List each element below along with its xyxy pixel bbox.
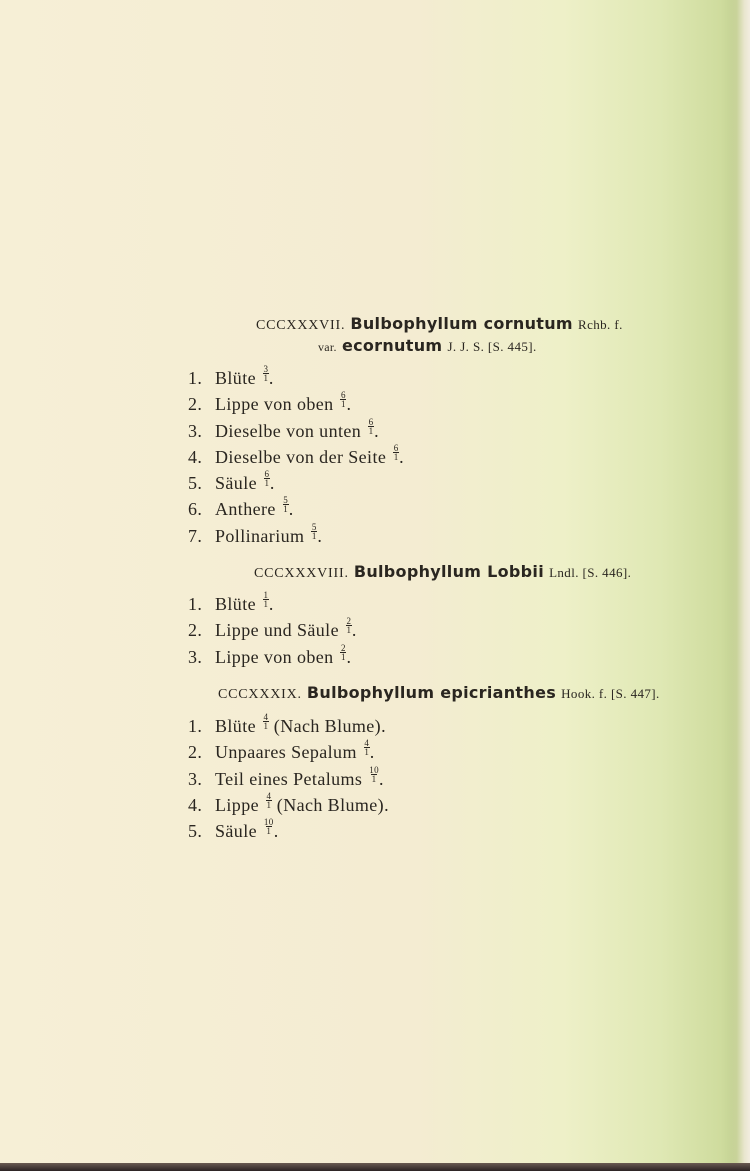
- item-text: Pollinarium: [215, 525, 305, 546]
- magnification: $\frac{4}{1}$: [266, 790, 272, 810]
- variety-name: ecornutum: [341, 336, 443, 355]
- list-item: [188, 739, 389, 765]
- list-item: [188, 766, 389, 792]
- item-suffix: .: [269, 473, 275, 494]
- species-name: Bulbophyllum epicrianthes: [306, 683, 557, 702]
- magnification: $\frac{2}{1}$: [341, 642, 346, 662]
- magnification: $\frac{4}{1}$: [364, 738, 370, 758]
- species-name: Bulbophyllum cornutum: [350, 314, 573, 333]
- item-text: Säule: [215, 473, 257, 494]
- item-index: 3.: [188, 768, 203, 789]
- magnification: $\frac{10}{1}$: [369, 764, 380, 784]
- item-text: Dieselbe von der Seite: [215, 446, 387, 467]
- list-item: [188, 591, 357, 617]
- figure-list: [188, 713, 389, 844]
- list-item: [188, 418, 404, 444]
- item-text: Blüte: [215, 716, 256, 736]
- list-item: [188, 523, 404, 549]
- item-index: 3.: [188, 420, 203, 441]
- item-suffix: .: [351, 620, 357, 641]
- item-index: 6.: [188, 499, 203, 520]
- list-item: [188, 617, 357, 643]
- list-item: [188, 818, 389, 844]
- item-suffix: .: [346, 394, 352, 415]
- section-number: CCCXXXIX.: [218, 687, 302, 702]
- species-author: Rchb. f.: [578, 317, 623, 332]
- species-author: Lndl. [S. 446].: [549, 565, 632, 580]
- item-text: Lippe von oben: [215, 394, 334, 415]
- item-suffix: .: [346, 646, 352, 667]
- list-item: [188, 365, 404, 391]
- item-text: Teil eines Petalums: [215, 768, 363, 789]
- item-index: 1.: [188, 716, 203, 736]
- item-index: 2.: [188, 742, 203, 763]
- magnification: $\frac{6}{1}$: [393, 442, 399, 462]
- item-suffix: .: [273, 821, 279, 842]
- magnification: $\frac{4}{1}$: [263, 712, 269, 731]
- item-text: Lippe: [215, 794, 259, 815]
- variety-author: J. J. S. [S. 445].: [447, 339, 537, 354]
- item-text: Blüte: [215, 368, 256, 388]
- item-text: Säule: [215, 821, 257, 842]
- figure-list: [188, 365, 404, 549]
- page-edge: [728, 0, 750, 1171]
- section-number: CCCXXXVIII.: [254, 566, 349, 581]
- item-suffix: (Nach Blume).: [271, 794, 389, 815]
- section-heading: [218, 683, 660, 703]
- list-item: [188, 496, 404, 522]
- section-number: CCCXXXVII.: [256, 318, 346, 333]
- item-suffix: .: [374, 420, 379, 441]
- item-text: Anthere: [215, 499, 276, 520]
- item-suffix: .: [268, 594, 274, 614]
- magnification: $\frac{2}{1}$: [346, 616, 352, 636]
- item-text: Unpaares Sepalum: [215, 742, 357, 763]
- item-text: Lippe und Säule: [215, 620, 339, 641]
- magnification: $\frac{1}{1}$: [263, 590, 269, 609]
- item-suffix: .: [379, 768, 384, 789]
- item-suffix: .: [317, 525, 323, 546]
- list-item: [188, 470, 404, 496]
- species-name: Bulbophyllum Lobbii: [353, 562, 544, 581]
- item-index: 3.: [188, 646, 203, 667]
- item-suffix: .: [369, 742, 375, 763]
- item-suffix: .: [288, 499, 294, 520]
- magnification: $\frac{3}{1}$: [263, 364, 269, 383]
- list-item: [188, 792, 389, 818]
- item-index: 1.: [188, 594, 203, 614]
- item-suffix: .: [268, 368, 274, 388]
- item-index: 5.: [188, 473, 203, 494]
- species-author: Hook. f. [S. 447].: [561, 686, 660, 701]
- item-suffix: .: [399, 446, 405, 467]
- magnification: $\frac{6}{1}$: [264, 469, 270, 489]
- item-index: 7.: [188, 525, 203, 546]
- item-index: 1.: [188, 368, 203, 388]
- item-index: 4.: [188, 794, 203, 815]
- section-heading: [256, 314, 623, 334]
- item-index: 2.: [188, 394, 203, 415]
- bottom-binding-edge: [0, 1163, 750, 1171]
- magnification: $\frac{10}{1}$: [263, 817, 274, 837]
- item-text: Dieselbe von unten: [215, 420, 362, 441]
- item-index: 5.: [188, 821, 203, 842]
- item-text: Lippe von oben: [215, 646, 334, 667]
- section-heading: [254, 562, 631, 582]
- item-index: 2.: [188, 620, 203, 641]
- variety-prefix: var.: [318, 340, 337, 354]
- list-item: [188, 444, 404, 470]
- magnification: $\frac{6}{1}$: [368, 416, 374, 436]
- magnification: $\frac{5}{1}$: [283, 495, 289, 515]
- magnification: $\frac{5}{1}$: [311, 521, 317, 541]
- figure-list: [188, 591, 357, 670]
- item-suffix: (Nach Blume).: [268, 716, 386, 736]
- list-item: [188, 713, 389, 739]
- variety-heading: [318, 336, 537, 355]
- list-item: [188, 644, 357, 670]
- magnification: $\frac{6}{1}$: [341, 390, 346, 410]
- item-text: Blüte: [215, 594, 256, 614]
- item-index: 4.: [188, 446, 203, 467]
- list-item: [188, 391, 404, 417]
